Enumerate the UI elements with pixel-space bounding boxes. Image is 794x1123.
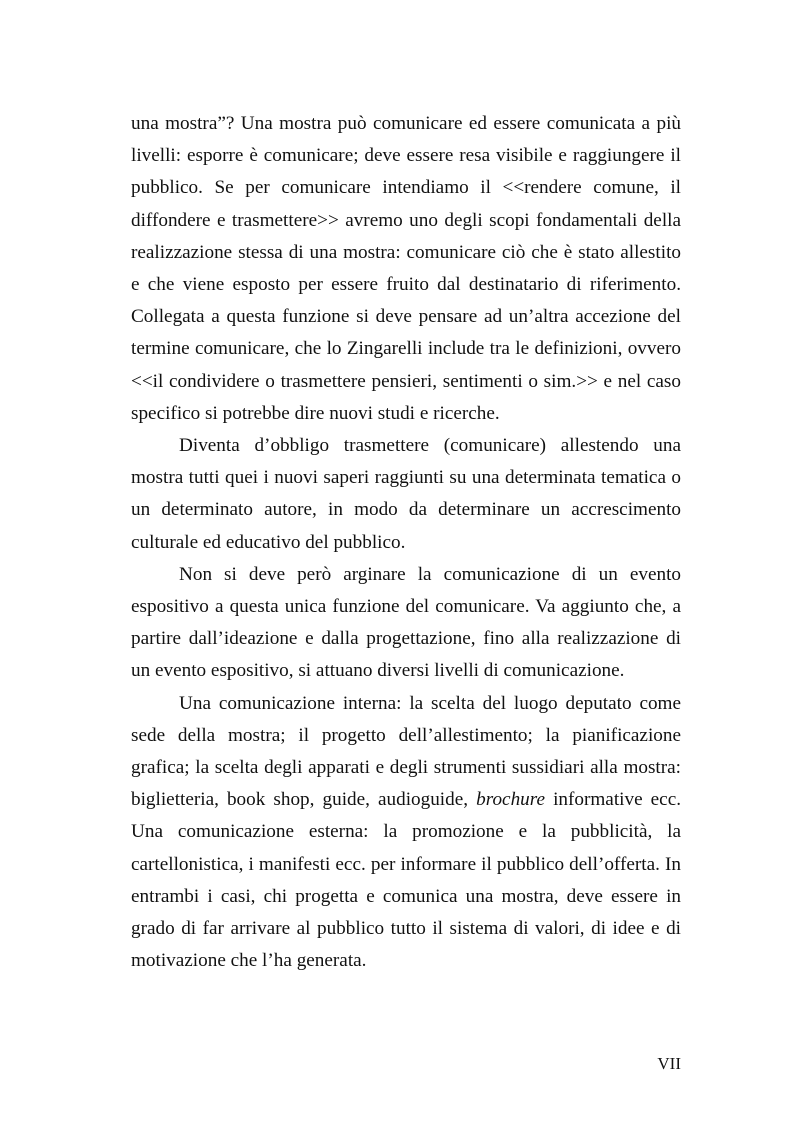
paragraph-3: Non si deve però arginare la comunicazione di un evento espositivo a questa unica funzione del comunicare. Va aggiunto che, a partire dall’ideazione e dalla progettazione, fino alla realizzazione di un evento espositivo, si attuano diversi livelli di comunicazione. (131, 563, 681, 682)
paragraph-2: Diventa d’obbligo trasmettere (comunicare) allestendo una mostra tutti quei i nuovi saperi raggiunti su una determinata tematica o un determinato autore, in modo da determinare un accrescimento culturale ed educativo del pubblico. (131, 435, 681, 553)
page-number: VII (657, 1054, 681, 1073)
paragraph-4-italic-term: brochure (476, 789, 546, 811)
paragraph-4 (131, 688, 681, 978)
document-body (131, 108, 681, 977)
paragraph-1: una mostra”? Una mostra può comunicare ed essere comunicata a più livelli: esporre è comunicare; deve essere resa visibile e raggiungere il pubblico. Se per comunicare intendiamo il <<rendere comune, il diffondere e trasmettere>> avremo uno degli scopi fondamentali della realizzazione stessa di una mostra: comunicare ciò che è stato allestito e che viene esposto per essere fruito dal destinatario di riferimento. Collegata a questa funzione si deve pensare ad un’altra accezione del termine comunicare, che lo Zingarelli include tra le definizioni, ovvero <<il condividere o trasmettere pensieri, sentimenti o sim.>> e nel caso specifico si potrebbe dire nuovi studi e ricerche. (131, 113, 681, 424)
paragraph-4-text-end: informative ecc. Una comunicazione esterna: la promozione e la pubblicità, la cartellonistica, i manifesti ecc. per informare il pubblico dell’offerta. In entrambi i casi, chi progetta e comunica una mostra, deve essere in grado di far arrivare al pubblico tutto il sistema di valori, di idee e di motivazione che l’ha generata. (131, 789, 682, 972)
paragraph-4-text-start: Una comunicazione interna: la scelta del luogo deputato come sede della mostra; il progetto dell’allestimento; la pianificazione grafica; la scelta degli apparati e degli strumenti sussidiari alla mostra: biglietteria, book shop, guide, audioguide, (131, 692, 681, 811)
